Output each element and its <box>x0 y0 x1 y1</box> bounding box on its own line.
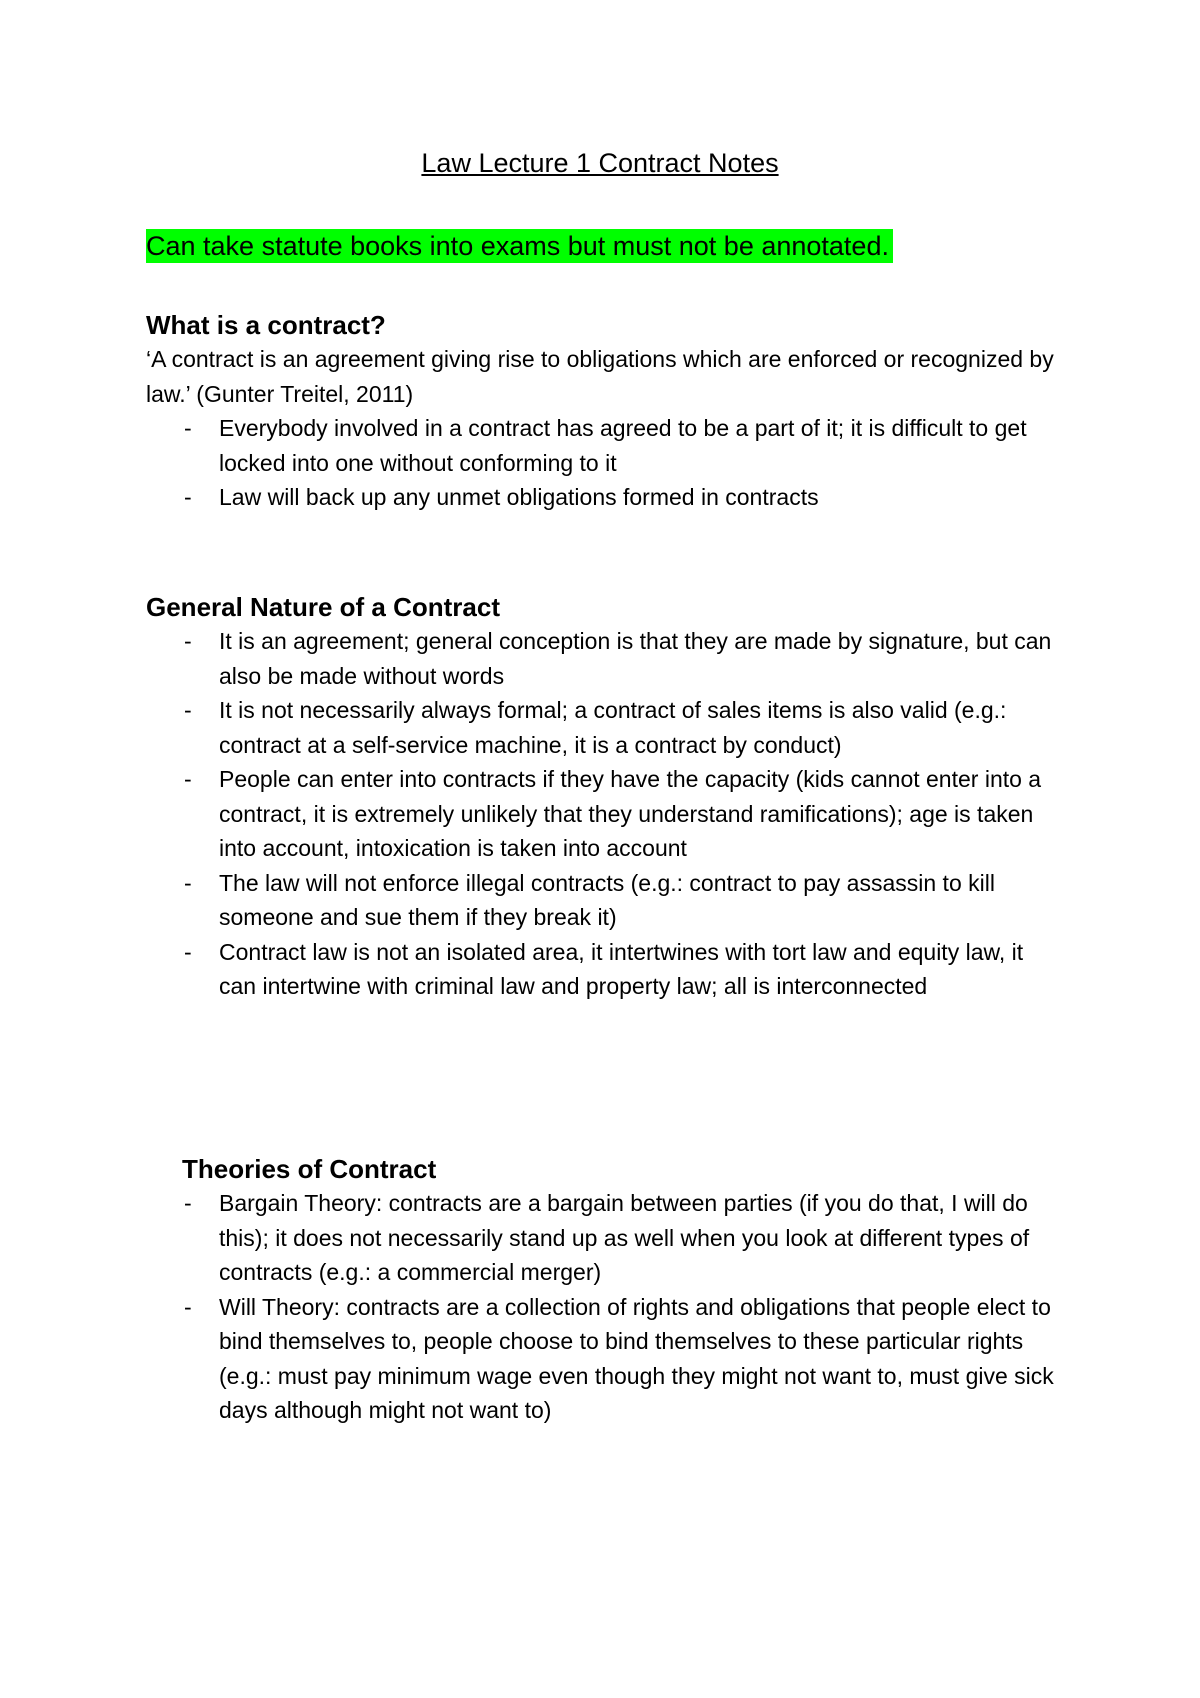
section-heading: General Nature of a Contract <box>146 592 500 622</box>
list-item: - People can enter into contracts if they have the capacity (kids cannot enter into a contract, it is extremely unlikely that they understand ramifications); age is taken into account, intoxication is taken into account <box>146 762 1066 866</box>
definition-quote: ‘A contract is an agreement giving rise to obligations which are enforced or recognized by law.’ (Gunter Treitel, 2011) <box>146 346 1054 407</box>
highlighted-note-text: Can take statute books into exams but must not be annotated. <box>146 229 893 263</box>
list-item: - Bargain Theory: contracts are a bargain between parties (if you do that, I will do this); it does not necessarily stand up as well when you look at different types of contracts (e.g.: a commercial merger) <box>146 1186 1066 1290</box>
bullet-list <box>146 411 1066 515</box>
page-title: Law Lecture 1 Contract Notes <box>421 148 779 178</box>
bullet-list <box>146 1186 1066 1428</box>
list-item: - It is an agreement; general conception is that they are made by signature, but can also be made without words <box>146 624 1066 693</box>
list-item: - Contract law is not an isolated area, it intertwines with tort law and equity law, it can intertwine with criminal law and property law; all is interconnected <box>146 935 1066 1004</box>
section-heading: Theories of Contract <box>182 1154 437 1184</box>
list-item: - It is not necessarily always formal; a contract of sales items is also valid (e.g.: contract at a self-service machine, it is a contract by conduct) <box>146 693 1066 762</box>
bullet-list <box>146 624 1066 1004</box>
section-what-is-a-contract <box>146 308 1066 515</box>
section-general-nature <box>146 590 1066 1004</box>
list-item: - Law will back up any unmet obligations formed in contracts <box>146 480 1066 515</box>
list-item: - The law will not enforce illegal contracts (e.g.: contract to pay assassin to kill someone and sue them if they break it) <box>146 866 1066 935</box>
section-theories-of-contract <box>146 1152 1066 1428</box>
list-item: - Everybody involved in a contract has agreed to be a part of it; it is difficult to get locked into one without conforming to it <box>146 411 1066 480</box>
highlighted-note <box>146 228 893 264</box>
list-item: - Will Theory: contracts are a collection of rights and obligations that people elect to bind themselves to, people choose to bind themselves to these particular rights (e.g.: must pay minimum wage even though they might not want to, must give sick days although might not want to) <box>146 1290 1066 1428</box>
section-heading: What is a contract? <box>146 310 386 340</box>
